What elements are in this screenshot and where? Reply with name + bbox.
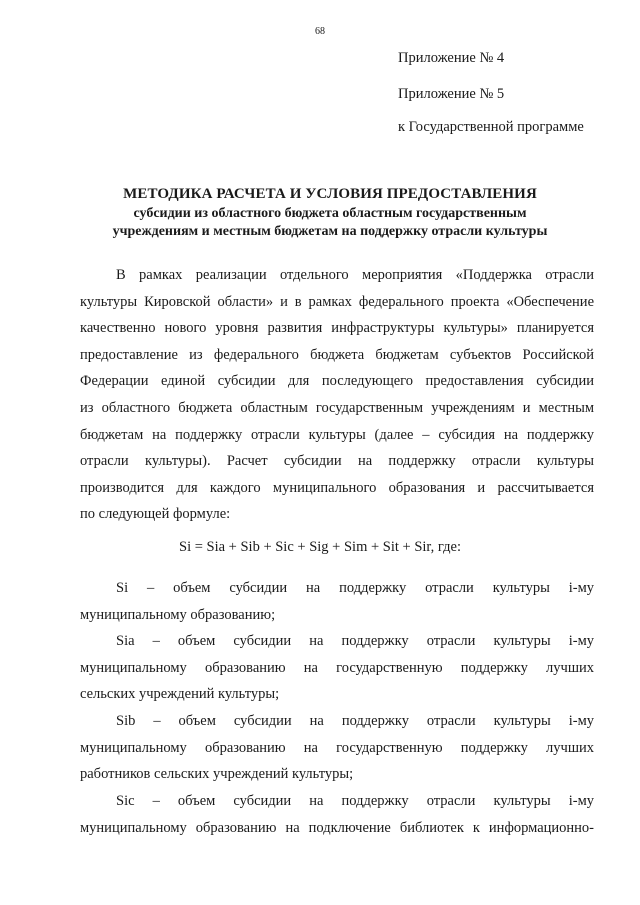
text-line: сельских учреждений культуры; <box>80 686 280 703</box>
text-line: В рамках реализации отдельного мероприятия «Поддержка отрасли <box>116 267 594 283</box>
text-line: Sia – объем субсидии на поддержку отрасли культуры i-му <box>116 633 594 649</box>
definition-sic <box>80 788 594 841</box>
text-line: бюджетам на поддержку отрасли культуры (далее – субсидия на поддержку <box>80 426 594 443</box>
text-line: отрасли культуры). Расчет субсидии на поддержку отрасли культуры <box>80 453 594 470</box>
text-line: Федерации единой субсидии для последующего предоставления субсидии <box>80 373 594 390</box>
text-line: из областного бюджета областным государственным учреждениям и местным <box>80 399 594 416</box>
text-line: работников сельских учреждений культуры; <box>80 766 354 783</box>
page-number: 68 <box>315 26 325 37</box>
definition-si <box>80 575 594 628</box>
text-line: муниципальному образованию; <box>80 606 276 623</box>
text-line: Sib – объем субсидии на поддержку отрасли культуры i-му <box>116 713 594 729</box>
appendix-line-1: Приложение № 4 <box>398 50 505 66</box>
definition-sia <box>80 628 594 708</box>
text-line: муниципальному образованию на подключение библиотек к информационно- <box>80 819 594 836</box>
text-line: качественно нового уровня развития инфраструктуры культуры» планируется <box>80 320 594 337</box>
document-title: МЕТОДИКА РАСЧЕТА И УСЛОВИЯ ПРЕДОСТАВЛЕНИЯ <box>123 186 537 202</box>
document-subtitle-2: учреждениям и местным бюджетам на поддержку отрасли культуры <box>112 224 548 239</box>
text-line: производится для каждого муниципального образования и рассчитывается <box>80 479 594 496</box>
intro-paragraph <box>80 262 594 528</box>
text-line: предоставление из федерального бюджета бюджетам субъектов Российской <box>80 346 594 363</box>
text-line: культуры Кировской области» и в рамках федерального проекта «Обеспечение <box>80 293 594 310</box>
formula: Si = Sia + Sib + Sic + Sig + Sim + Sit + Sir, где: <box>179 539 461 555</box>
text-line: Si – объем субсидии на поддержку отрасли культуры i-му <box>116 580 594 596</box>
text-line: муниципальному образованию на государственную поддержку лучших <box>80 739 594 756</box>
text-line: муниципальному образованию на государственную поддержку лучших <box>80 659 594 676</box>
appendix-line-3: к Государственной программе <box>398 119 584 135</box>
document-subtitle-1: субсидии из областного бюджета областным государственным <box>133 206 527 221</box>
definition-sib <box>80 708 594 788</box>
text-line: по следующей формуле: <box>80 506 231 523</box>
text-line: Sic – объем субсидии на поддержку отрасли культуры i-му <box>116 793 594 809</box>
appendix-line-2: Приложение № 5 <box>398 86 505 102</box>
